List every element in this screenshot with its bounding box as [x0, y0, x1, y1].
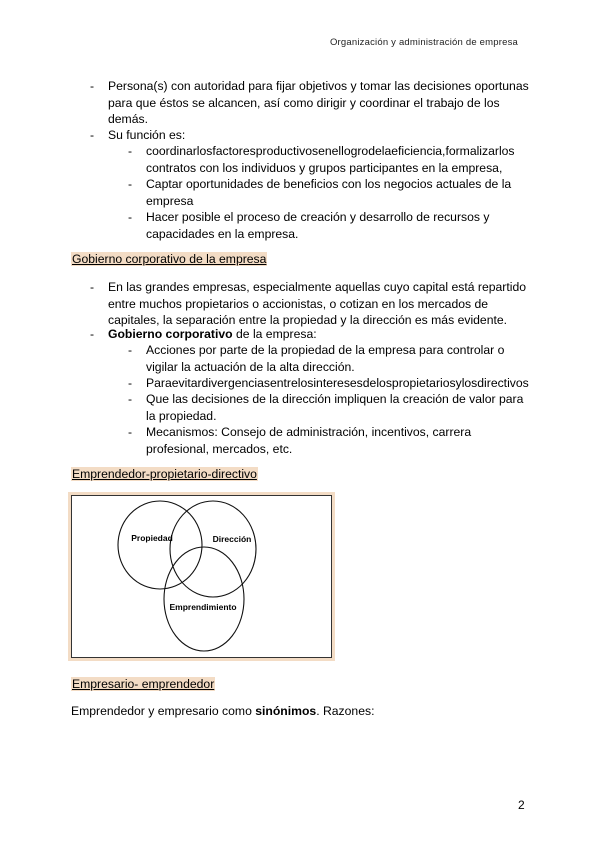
line: de la empresa: — [232, 327, 317, 341]
bold-term: Gobierno corporativo — [108, 327, 233, 341]
line: entre muchos propietarios o accionistas, o cotizan en los mercados de — [108, 296, 489, 311]
bold-term: sinónimos — [255, 704, 317, 718]
line: profesional, mercados, etc. — [146, 441, 293, 456]
label-emprendimiento: Emprendimiento — [169, 602, 237, 612]
section-heading — [71, 465, 258, 483]
line: Acciones por parte de la propiedad de la empresa para controlar o — [146, 343, 505, 357]
sub-bullet-text — [146, 391, 534, 424]
line: capacidades en la empresa. — [146, 226, 299, 241]
line: Paraevitardivergenciasentrelosinteresesdelospropietariosylosdirectivos — [146, 376, 529, 390]
label-direccion: Dirección — [212, 534, 252, 544]
bullet-text — [108, 279, 533, 329]
venn-diagram — [72, 496, 331, 657]
text: . Razones: — [316, 704, 375, 718]
line: En las grandes empresas, especialmente aquellas cuyo capital está repartido — [108, 280, 526, 294]
section-heading — [71, 250, 267, 268]
line: para que éstos se alcancen, así como dirigir y coordinar el trabajo de los — [108, 95, 500, 110]
section-heading-text: Emprendedor-propietario-directivo — [72, 467, 257, 481]
line: Mecanismos: Consejo de administración, incentivos, carrera — [146, 425, 472, 439]
sub-bullet-dash: - — [128, 343, 133, 357]
bullet-dash: - — [90, 327, 95, 341]
sub-bullet-text — [146, 209, 534, 242]
sub-bullet-text — [146, 375, 534, 392]
sub-bullet-text — [146, 342, 534, 375]
sub-bullet-text — [146, 176, 534, 209]
line: la propiedad. — [146, 408, 217, 423]
sub-bullet-dash: - — [128, 376, 133, 390]
line: coordinarlosfactoresproductivosenellogrodelaeficiencia,formalizarlos — [146, 144, 515, 158]
section-heading-text: Gobierno corporativo de la empresa — [72, 252, 267, 266]
bullet-text — [108, 78, 533, 128]
line: contratos con los individuos y grupos participantes en la empresa, — [146, 160, 503, 175]
sub-bullet-text — [146, 143, 534, 176]
circle-direccion — [170, 501, 256, 597]
sub-bullet-dash: - — [128, 210, 133, 224]
text: Emprendedor y empresario como — [71, 704, 256, 718]
bullet-text: Su función es: — [108, 128, 186, 142]
sub-bullet-dash: - — [128, 177, 133, 191]
line: demás. — [108, 112, 148, 126]
sub-bullet-text — [146, 424, 534, 457]
section-heading-text: Empresario- emprendedor — [72, 677, 215, 691]
page-header: Organización y administración de empresa — [329, 37, 518, 48]
sub-bullet-dash: - — [128, 392, 133, 406]
line: Hacer posible el proceso de creación y desarrollo de recursos y — [146, 210, 490, 224]
paragraph — [71, 703, 531, 720]
label-propiedad: Propiedad — [131, 533, 173, 543]
circle-emprendimiento — [164, 547, 244, 651]
line: Captar oportunidades de beneficios con los negocios actuales de la — [146, 177, 512, 191]
line: capitales, la separación entre la propiedad y la dirección es más evidente. — [108, 313, 508, 327]
section-heading — [71, 675, 215, 693]
bullet-dash: - — [90, 128, 95, 142]
sub-bullet-dash: - — [128, 425, 133, 439]
line: Que las decisiones de la dirección impliquen la creación de valor para — [146, 392, 524, 406]
venn-diagram-figure — [71, 495, 332, 658]
line: vigilar la actuación de la alta dirección. — [146, 359, 355, 374]
bullet-dash: - — [90, 79, 95, 93]
page-number: 2 — [518, 798, 525, 812]
bullet-dash: - — [90, 280, 95, 294]
sub-bullet-dash: - — [128, 144, 133, 158]
bullet-text — [108, 326, 533, 343]
circle-propiedad — [118, 501, 202, 589]
line: empresa — [146, 193, 194, 208]
line: Persona(s) con autoridad para fijar objetivos y tomar las decisiones oportunas — [108, 79, 529, 93]
